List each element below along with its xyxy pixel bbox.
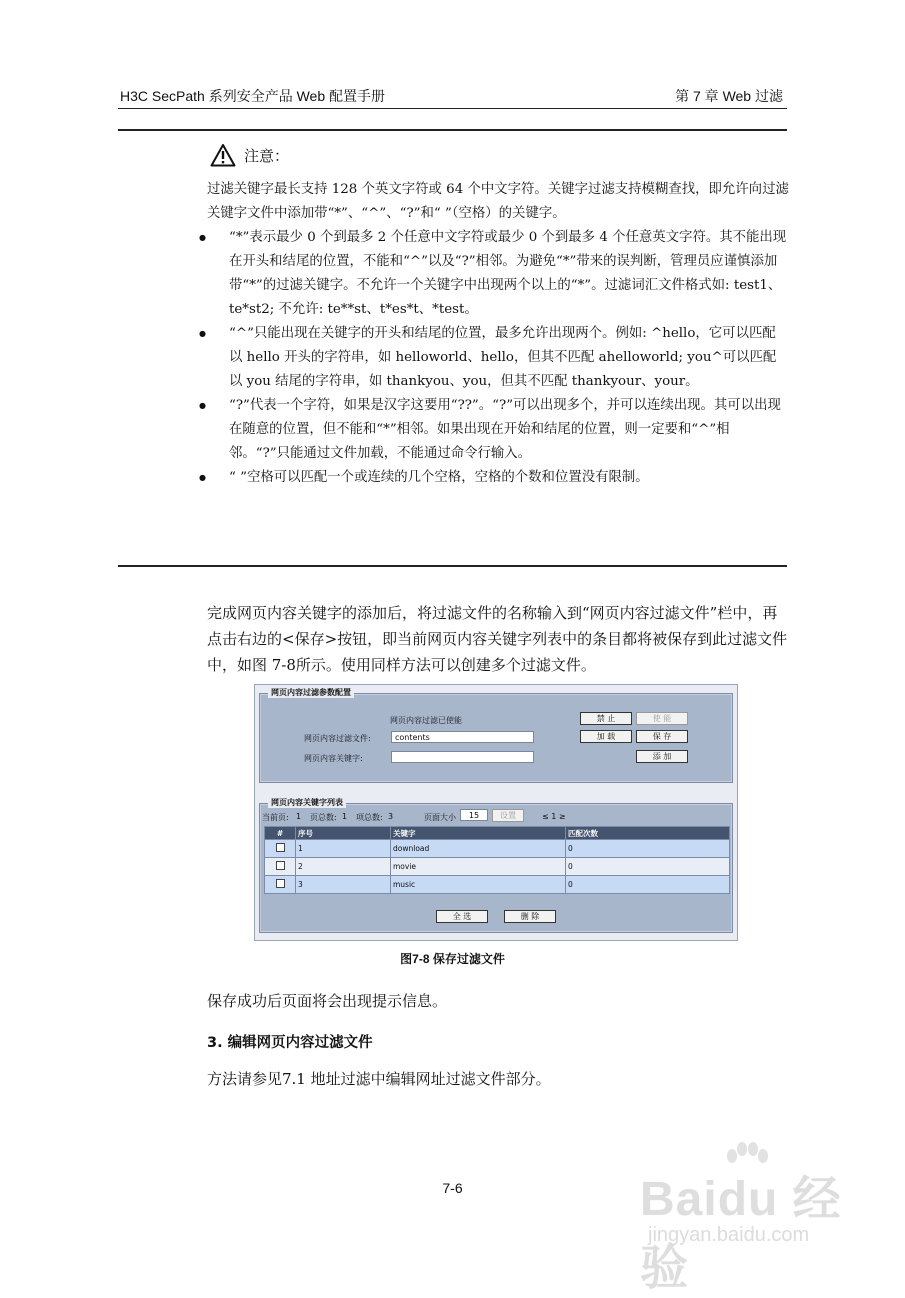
table-row [265, 876, 730, 894]
note-bullet-asterisk: ● “*”表示最少 0 个到最多 2 个任意中文字符或最少 0 个到最多 4 个任意英文字符。其不能出现在开头和结尾的位置，不能和“^”以及“?”相邻。为避免“*”带来的误判断，管理员应谨慎添加带“*”的过滤关键字。不允许一个关键字中出现两个以上的“*”。过滤词汇文件格式如: test1、te*st2; 不允许: te**st、t*es*t、*test。 [207, 226, 789, 322]
row-checkbox-cell [265, 858, 296, 876]
table-row [265, 858, 730, 876]
page-size-label: 页面大小 [424, 813, 456, 822]
table-header-row [265, 827, 730, 840]
total-items-label: 项总数: [356, 813, 383, 822]
row-keyword: movie [391, 858, 566, 876]
note-bullet-space: ● “ ”空格可以匹配一个或连续的几个空格，空格的个数和位置没有限制。 [207, 466, 789, 490]
config-fieldset [259, 688, 733, 783]
filter-status-text: 网页内容过滤已使能 [390, 716, 462, 725]
disable-button[interactable]: 禁 止 [580, 712, 632, 725]
page-number: 7-6 [442, 1180, 463, 1196]
delete-button[interactable]: 删 除 [504, 910, 556, 923]
note-bullet-list [207, 226, 789, 490]
keyword-input[interactable] [391, 751, 534, 763]
note-intro: 过滤关键字最长支持 128 个英文字符或 64 个中文字符。关键字过滤支持模糊查找，即允许向过滤关键字文件中添加带“*”、“^”、“?”和“ ”（空格）的关键字。 [207, 182, 789, 221]
watermark [640, 1142, 880, 1295]
config-legend: 网页内容过滤参数配置 [268, 687, 354, 698]
row-checkbox[interactable] [276, 843, 285, 852]
watermark-url: jingyan.baidu.com [648, 1224, 810, 1246]
section-heading: 3. 编辑网页内容过滤文件 [207, 1035, 373, 1051]
row-index: 2 [296, 858, 391, 876]
row-checkbox[interactable] [276, 879, 285, 888]
total-pages-value: 1 [342, 812, 348, 821]
enable-button[interactable]: 使 能 [636, 712, 688, 725]
note-title: 注意： [244, 146, 290, 165]
row-index: 1 [296, 840, 391, 858]
body-paragraph-save-instructions: 完成网页内容关键字的添加后，将过滤文件的名称输入到“网页内容过滤文件”栏中，再点击右边的<保存>按钮，即当前网页内容关键字列表中的条目都将被保存到此过滤文件中，如图 7-8所示。使用同样方法可以创建多个过滤文件。 [207, 604, 788, 674]
total-items-value: 3 [388, 812, 394, 821]
keyword-list-legend: 网页内容关键字列表 [268, 797, 346, 808]
page-size-input[interactable]: 15 [460, 809, 488, 821]
filter-file-input[interactable]: contents [391, 731, 534, 743]
watermark-logo-text: Baidu 经验 [640, 1173, 842, 1295]
table-row [265, 840, 730, 858]
body-paragraph-reference: 方法请参见7.1 地址过滤中编辑网址过滤文件部分。 [207, 1070, 551, 1088]
pager-links[interactable]: ≤ 1 ≥ [542, 812, 566, 821]
row-checkbox-cell [265, 840, 296, 858]
body-paragraph-save-success: 保存成功后页面将会出现提示信息。 [207, 992, 448, 1010]
row-checkbox-cell [265, 876, 296, 894]
row-keyword: download [391, 840, 566, 858]
row-checkbox[interactable] [276, 861, 285, 870]
note-heading [210, 142, 289, 168]
running-header-right: 第 7 章 Web 过滤 [675, 88, 783, 104]
load-button[interactable]: 加 载 [580, 730, 632, 743]
note-bottom-rule [118, 565, 787, 567]
column-header-match-count: 匹配次数 [566, 827, 730, 840]
keyword-label: 网页内容关键字: [304, 754, 363, 763]
row-index: 3 [296, 876, 391, 894]
total-pages-label: 页总数: [310, 813, 337, 822]
row-match-count: 0 [566, 840, 730, 858]
current-page-value: 1 [296, 812, 302, 821]
filter-file-label: 网页内容过滤文件: [304, 734, 371, 743]
select-all-button[interactable]: 全 选 [436, 910, 488, 923]
figure-screenshot [254, 684, 738, 941]
add-button[interactable]: 添 加 [636, 750, 688, 763]
column-header-keyword: 关键字 [391, 827, 566, 840]
warning-icon [210, 143, 236, 167]
column-header-select: # [265, 827, 296, 840]
figure-caption: 图7-8 保存过滤文件 [400, 952, 505, 966]
row-match-count: 0 [566, 858, 730, 876]
note-bullet-question: ● “?”代表一个字符，如果是汉字这要用“??”。“?”可以出现多个，并可以连续出现。其可以出现在随意的位置，但不能和“*”相邻。如果出现在开始和结尾的位置，则一定要和“^”相邻。“?”只能通过文件加载，不能通过命令行输入。 [207, 394, 789, 466]
header-rule [118, 108, 787, 109]
note-bullet-caret: ● “^”只能出现在关键字的开头和结尾的位置，最多允许出现两个。例如: ^hello，它可以匹配以 hello 开头的字符串，如 helloworld、hello，但其不匹配 ahelloworld; you^可以匹配以 you 结尾的字符串，如 thankyou、you，但其不匹配 thankyour、your。 [207, 322, 789, 394]
note-body [207, 178, 789, 490]
note-top-rule [118, 129, 787, 131]
row-keyword: music [391, 876, 566, 894]
current-page-label: 当前页: [262, 813, 289, 822]
save-button[interactable]: 保 存 [636, 730, 688, 743]
keyword-table [264, 826, 730, 894]
row-match-count: 0 [566, 876, 730, 894]
page-size-apply-button[interactable]: 设置 [492, 809, 524, 822]
keyword-list-fieldset [259, 798, 733, 933]
column-header-index: 序号 [296, 827, 391, 840]
running-header-left: H3C SecPath 系列安全产品 Web 配置手册 [120, 88, 386, 104]
